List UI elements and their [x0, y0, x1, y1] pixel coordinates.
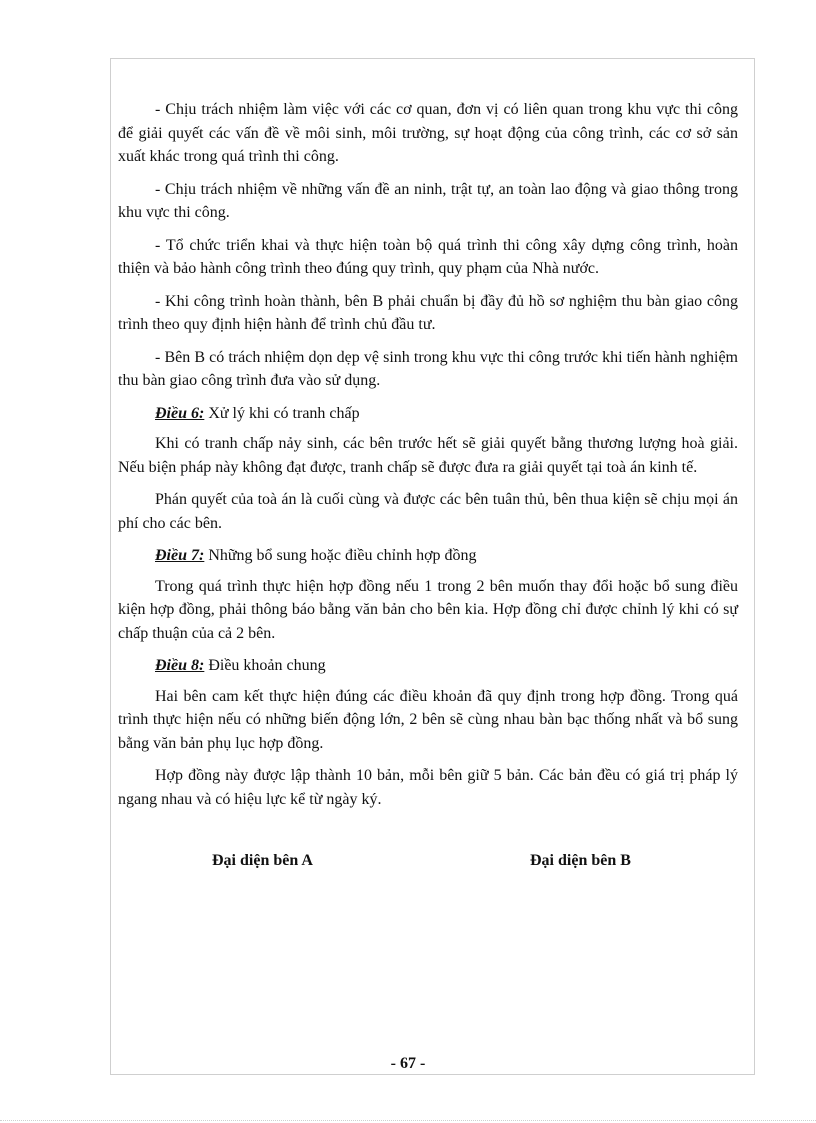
page-bottom-rule — [0, 1120, 816, 1121]
signature-party-b: Đại diện bên B — [530, 852, 631, 869]
document-body — [118, 98, 738, 820]
signature-party-a: Đại diện bên A — [212, 852, 313, 869]
article-7-label: Điều 7: — [155, 547, 205, 564]
article-6-title: Xử lý khi có tranh chấp — [204, 404, 360, 422]
paragraph: Hợp đồng này được lập thành 10 bản, mỗi bên giữ 5 bản. Các bản đều có giá trị pháp lý ngang nhau và có hiệu lực kể từ ngày ký. — [118, 767, 738, 808]
article-8-title: Điều khoản chung — [204, 657, 326, 674]
article-8-heading — [118, 654, 738, 678]
paragraph: - Bên B có trách nhiệm dọn dẹp vệ sinh trong khu vực thi công trước khi tiến hành nghiệm thu bàn giao công trình đưa vào sử dụng. — [118, 348, 738, 389]
paragraph: Hai bên cam kết thực hiện đúng các điều khoản đã quy định trong hợp đồng. Trong quá trình thực hiện nếu có những biến động lớn, 2 bên sẽ cùng nhau bàn bạc thống nhất và bổ sung bằng văn bản phụ lục hợp đồng. — [118, 687, 738, 752]
paragraph: - Tổ chức triển khai và thực hiện toàn bộ quá trình thi công xây dựng công trình, hoàn thiện và bảo hành công trình theo đúng quy trình, quy phạm của Nhà nước. — [118, 236, 738, 277]
article-6-label: Điều 6: — [155, 404, 205, 422]
article-8-label: Điều 8: — [155, 657, 205, 674]
paragraph: Trong quá trình thực hiện hợp đồng nếu 1 trong 2 bên muốn thay đổi hoặc bổ sung điều kiện hợp đồng, phải thông báo bằng văn bản cho bên kia. Hợp đồng chỉ được chỉnh lý khi có sự chấp thuận của cả 2 bên. — [118, 577, 738, 642]
article-6-heading — [118, 402, 738, 426]
paragraph: - Chịu trách nhiệm làm việc với các cơ quan, đơn vị có liên quan trong khu vực thi công để giải quyết các vấn đề về môi sinh, môi trường, sự hoạt động của công trình, các cơ sở sản xuất khác trong quá trình thi công. — [118, 101, 738, 165]
article-7-title: Những bổ sung hoặc điều chỉnh hợp đồng — [204, 547, 477, 564]
paragraph: Phán quyết của toà án là cuối cùng và được các bên tuân thủ, bên thua kiện sẽ chịu mọi án phí cho các bên. — [118, 491, 738, 532]
paragraph: Khi có tranh chấp nảy sinh, các bên trước hết sẽ giải quyết bằng thương lượng hoà giải. Nếu biện pháp này không đạt được, tranh chấp sẽ được đưa ra giải quyết tại toà án kinh tế. — [118, 435, 738, 476]
signature-block — [0, 852, 816, 876]
paragraph: - Khi công trình hoàn thành, bên B phải chuẩn bị đầy đủ hồ sơ nghiệm thu bàn giao công trình theo quy định hiện hành để trình chủ đầu tư. — [118, 292, 738, 333]
article-7-heading — [118, 544, 738, 568]
paragraph: - Chịu trách nhiệm về những vấn đề an ninh, trật tự, an toàn lao động và giao thông trong khu vực thi công. — [118, 180, 738, 221]
page-number: - 67 - — [390, 1055, 426, 1072]
